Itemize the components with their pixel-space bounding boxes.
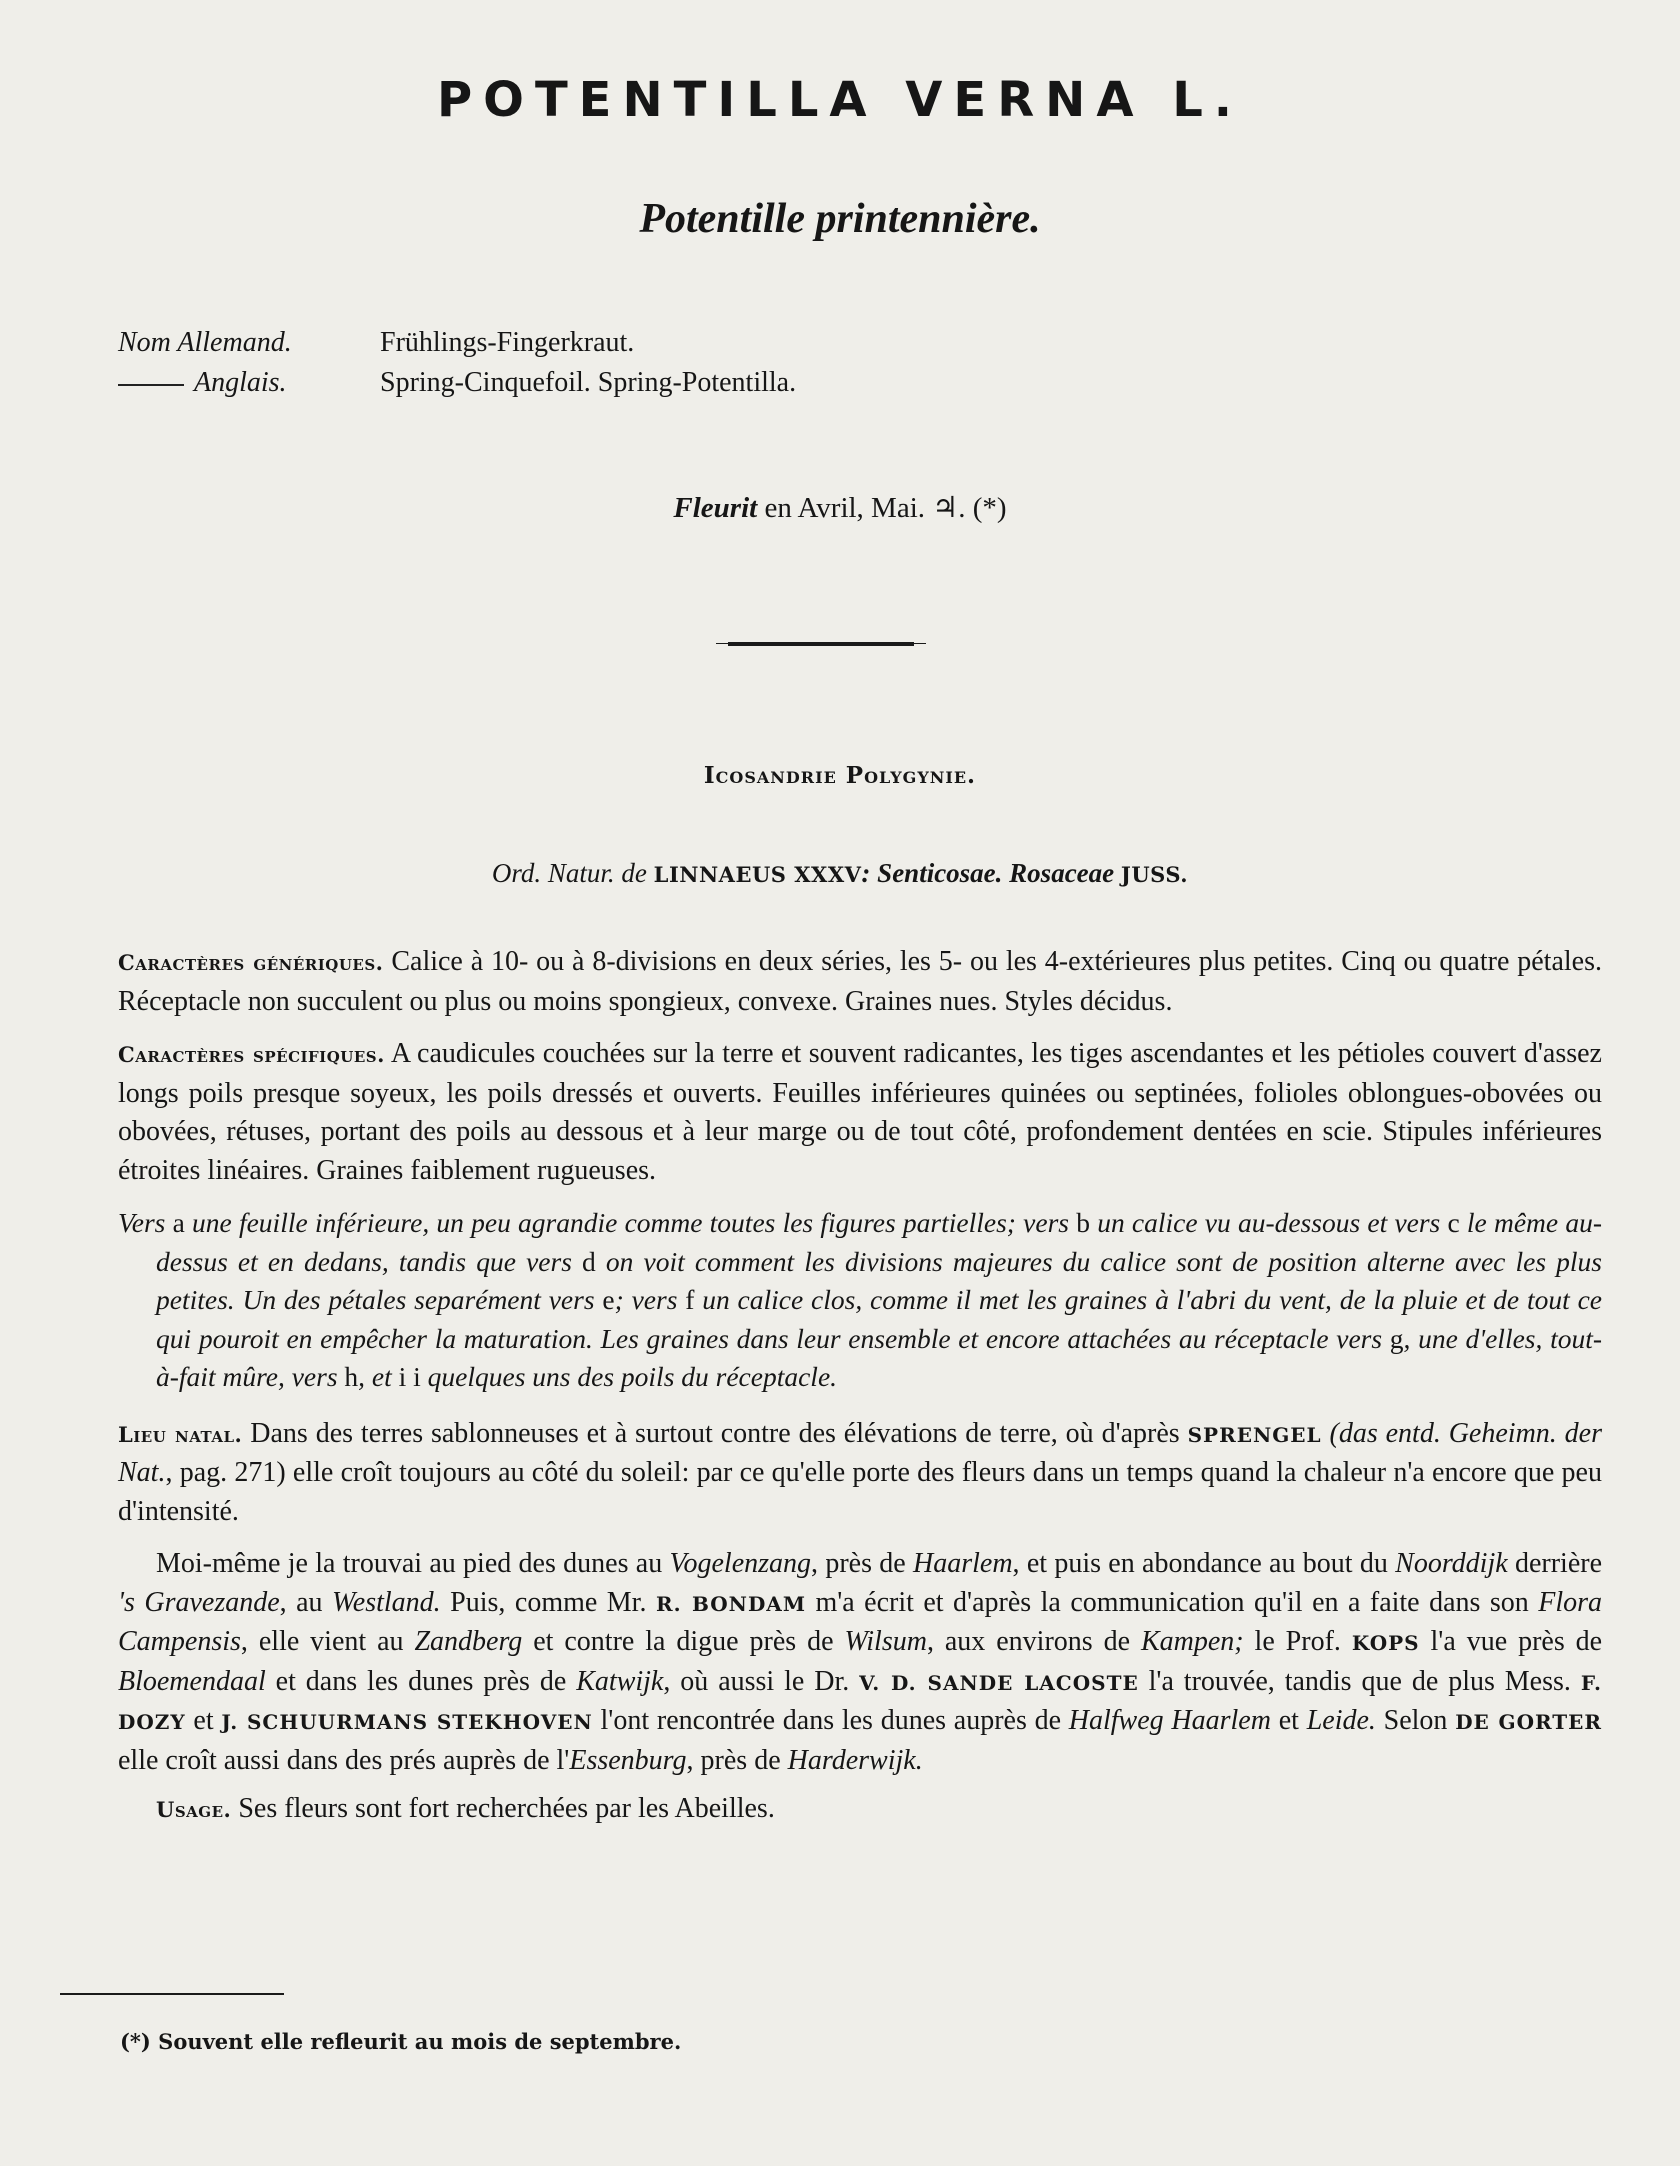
usage-lead: Usage.	[156, 1797, 232, 1822]
description-body	[118, 943, 1602, 1830]
order-family-2-author: JUSS.	[1120, 862, 1189, 887]
flowering-label: Fleurit	[673, 492, 758, 524]
flowering-text: en Avril, Mai. ♃. (*)	[764, 492, 1007, 524]
usage-text: Ses fleurs sont fort recherchées par les Abeilles.	[238, 1793, 775, 1824]
generic-lead: Caractères génériques.	[118, 950, 384, 975]
linnaean-class: Icosandrie Polygynie.	[703, 762, 977, 789]
figure-explanation: Vers a une feuille inférieure, un peu agrandie comme toutes les figures partielles; vers b un calice vu au-dessous et vers c le même au-dessus et en dedans, tandis que vers d on voit comment les divisions majeures du calice sont de position alterne avec les plus petites. Un des pétales separément vers e; vers f un calice clos, comme il met les graines à l'abri du vent, de la pluie et de tout ce qui pouroit en empêcher la maturation. Les graines dans leur ensemble et encore attachées au réceptacle vers g, une d'elles, tout-à-fait mûre, vers h, et i i quelques uns des poils du réceptacle.	[118, 1207, 1603, 1392]
english-name-value: Spring-Cinquefoil. Spring-Potentilla.	[380, 367, 797, 398]
order-prefix: Ord. Natur. de	[491, 858, 647, 888]
page-subtitle: Potentille printennière.	[639, 196, 1041, 242]
common-names	[118, 323, 796, 403]
habitat: Lieu natal. Dans des terres sablonneuses et à surtout contre des élévations de terre, où d'après SPRENGEL (das entd. Geheimn. der Nat., pag. 271) elle croît toujours au côté du soleil: par ce qu'elle porte des fleurs dans un temps quand la chaleur n'a encore que peu d'intensité.	[118, 1417, 1602, 1527]
order-family-2: Rosaceae	[1009, 858, 1115, 888]
section-divider	[728, 642, 914, 646]
habitat-lead: Lieu natal.	[118, 1421, 243, 1447]
page-title: POTENTILLA VERNA L.	[436, 72, 1244, 128]
flowering-period	[0, 490, 1680, 525]
footnote-rule	[60, 1993, 284, 1995]
order-author: LINNAEUS XXXV	[653, 862, 862, 887]
footnote: (*) Souvent elle refleurit au mois de septembre.	[120, 2029, 682, 2054]
natural-order	[0, 858, 1680, 889]
order-family-1: Senticosae.	[877, 858, 1003, 888]
specific-characters	[118, 1035, 1602, 1190]
order-colon: :	[861, 858, 871, 888]
ditto-dash	[118, 384, 184, 386]
localities: Moi-même je la trouvai au pied des dunes au Vogelenzang, près de Haarlem, et puis en abondance au bout du Noorddijk derrière 's Gravezande, au Westland. Puis, comme Mr. R. BONDAM m'a écrit et d'après la communication qu'il en a faite dans son Flora Campensis, elle vient au Zandberg et contre la digue près de Wilsum, aux environs de Kampen; le Prof. KOPS l'a vue près de Bloemendaal et dans les dunes près de Katwijk, où aussi le Dr. V. D. SANDE LACOSTE l'a trouvée, tandis que de plus Mess. F. DOZY et J. SCHUURMANS STEKHOVEN l'ont rencontrée dans les dunes auprès de Halfweg Haarlem et Leide. Selon DE GORTER elle croît aussi dans des prés auprès de l'Essenburg, près de Harderwijk.	[118, 1548, 1603, 1776]
usage	[118, 1790, 1602, 1830]
generic-text: Calice à 10- ou à 8-divisions en deux séries, les 5- ou les 4-extérieures plus petites. Cinq ou quatre pétales. Réceptacle non succulent ou plus ou moins spongieux, convexe. Graines nues. Styles décidus.	[118, 946, 1602, 1017]
german-name-label: Nom Allemand.	[118, 327, 292, 358]
english-name-row	[118, 363, 796, 403]
german-name-row	[118, 323, 796, 363]
specific-lead: Caractères spécifiques.	[118, 1042, 385, 1067]
specific-text: A caudicules couchées sur la terre et souvent radicantes, les tiges ascendantes et les pétioles couvert d'assez longs poils presque soyeux, les poils dressés et ouverts. Feuilles inférieures quinées ou septinées, folioles oblongues-obovées ou obovées, rétuses, portant des poils au dessous et à leur marge ou de tout côté, profondement dentées en scie. Stipules inférieures étroites linéaires. Graines faiblement rugueuses.	[118, 1038, 1602, 1186]
english-name-label: Anglais.	[194, 367, 287, 398]
generic-characters	[118, 943, 1602, 1021]
german-name-value: Frühlings-Fingerkraut.	[380, 327, 635, 358]
